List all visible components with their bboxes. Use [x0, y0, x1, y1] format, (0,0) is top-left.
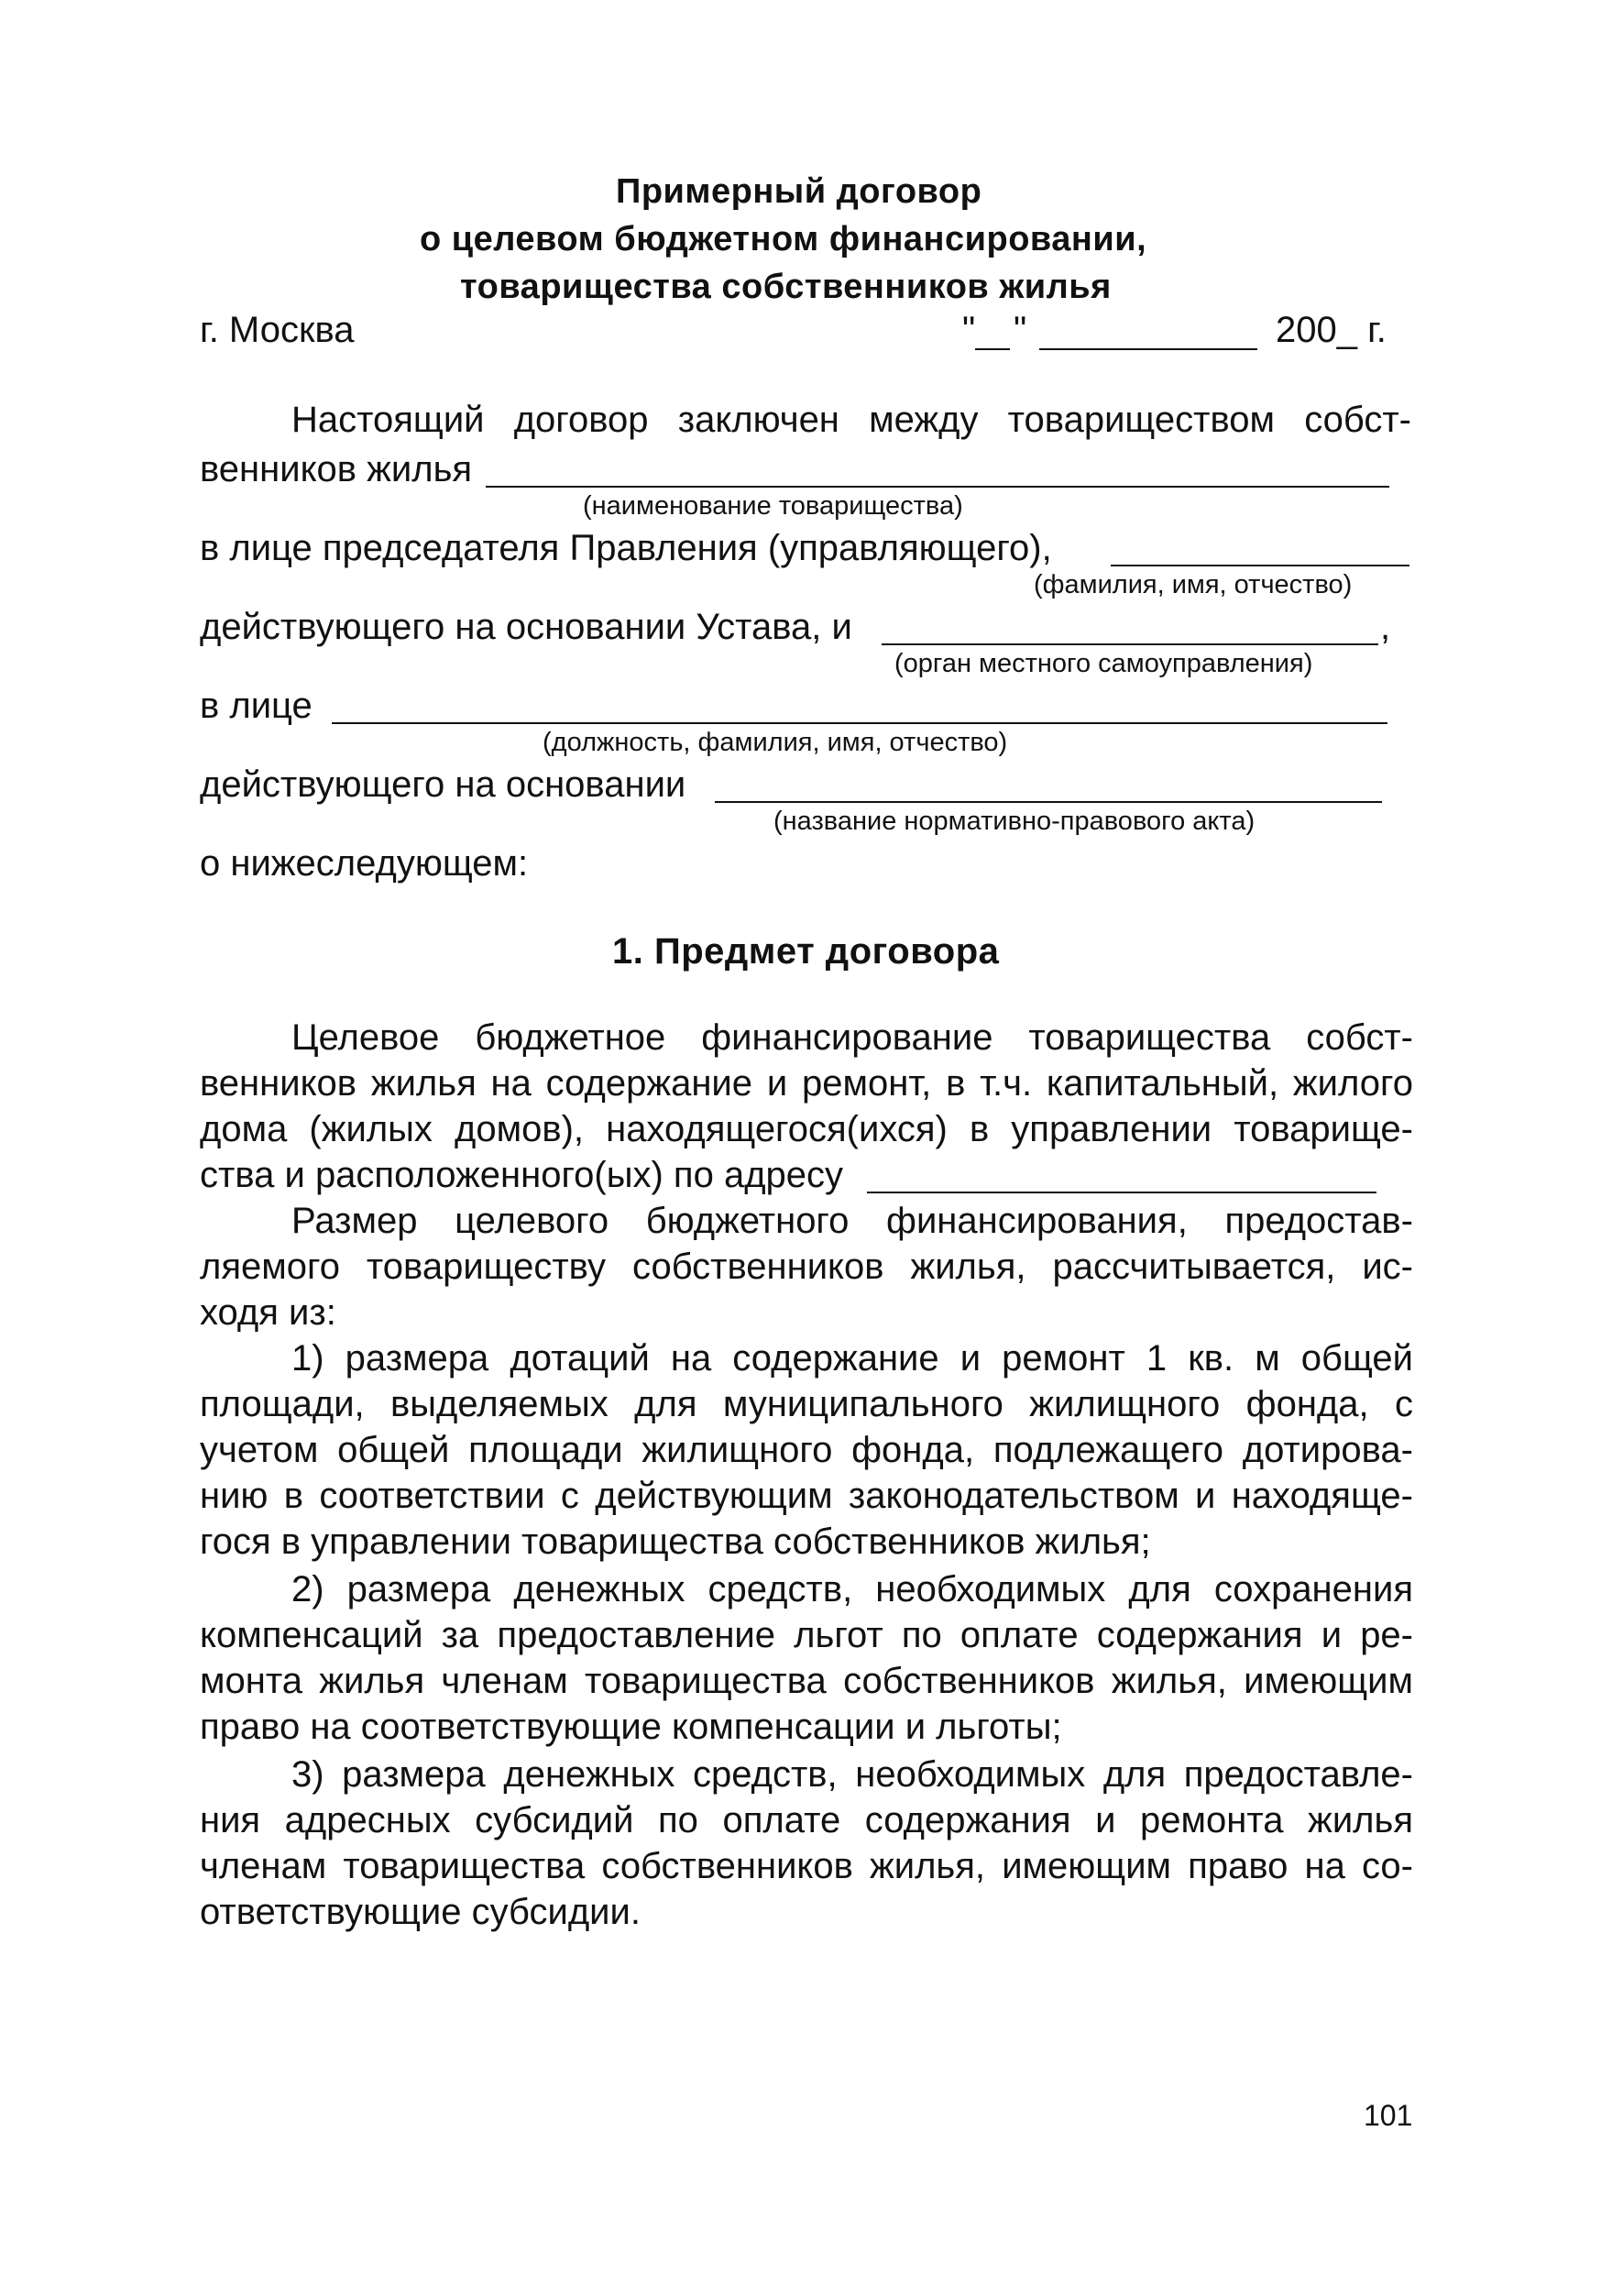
- paragraph-1-line-3: дома (жилых домов), находящегося(ихся) в управлении товарище-: [200, 1109, 1413, 1149]
- date-month-blank: [1039, 348, 1257, 350]
- intro-line-2: венников жилья: [200, 449, 473, 489]
- paragraph-2-line-1: Размер целевого бюджетного финансирования, предостав-: [291, 1201, 1413, 1241]
- partnership-name-blank: [486, 486, 1389, 488]
- city-label: г. Москва: [200, 310, 355, 350]
- address-blank: [867, 1192, 1376, 1193]
- item-2-line-3: монта жилья членам товарищества собственников жилья, имеющим: [200, 1661, 1413, 1701]
- item-3-line-2: ния адресных субсидий по оплате содержания и ремонта жилья: [200, 1800, 1413, 1840]
- document-title-line-3: товарищества собственников жилья: [460, 268, 1112, 306]
- caption-full-name: (фамилия, имя, отчество): [1034, 570, 1353, 599]
- representative-blank: [332, 722, 1387, 724]
- page-number: 101: [1364, 2099, 1413, 2132]
- paragraph-1-line-2: венников жилья на содержание и ремонт, в т.ч. капитальный, жилого: [200, 1063, 1413, 1104]
- caption-partnership-name: (наименование товарищества): [583, 491, 963, 521]
- item-3-line-1: 3) размера денежных средств, необходимых для предоставле-: [291, 1754, 1413, 1795]
- intro-line-3: в лице председателя Правления (управляющего),: [200, 528, 1052, 568]
- intro-line-4: действующего на основании Устава, и: [200, 607, 852, 647]
- item-2-line-1: 2) размера денежных средств, необходимых для сохранения: [291, 1569, 1413, 1609]
- item-2-line-4: право на соответствующие компенсации и льготы;: [200, 1707, 1062, 1747]
- item-3-line-3: членам товарищества собственников жилья, имеющим право на со-: [200, 1846, 1413, 1886]
- paragraph-2-line-3: ходя из:: [200, 1292, 336, 1333]
- local-authority-blank: [882, 643, 1378, 645]
- item-1-line-1: 1) размера дотаций на содержание и ремонт 1 кв. м общей: [291, 1338, 1413, 1379]
- date-day-blank: [975, 348, 1010, 350]
- intro-line-4-comma: ,: [1380, 607, 1391, 647]
- caption-legal-act: (название нормативно-правового акта): [773, 807, 1256, 836]
- item-1-line-5: гося в управлении товарищества собственников жилья;: [200, 1522, 1151, 1562]
- document-title-line-1: Примерный договор: [616, 172, 982, 211]
- date-year: 200_ г.: [1276, 310, 1387, 350]
- document-title-line-2: о целевом бюджетном финансировании,: [420, 220, 1147, 258]
- chairman-name-blank: [1111, 565, 1409, 566]
- item-1-line-3: учетом общей площади жилищного фонда, подлежащего дотирова-: [200, 1430, 1413, 1470]
- date-quote-close: ": [1014, 310, 1027, 350]
- item-1-line-4: нию в соответствии с действующим законодательством и находяще-: [200, 1476, 1413, 1516]
- caption-local-authority: (орган местного самоуправления): [894, 649, 1313, 678]
- intro-line-6: действующего на основании: [200, 764, 686, 805]
- caption-position-name: (должность, фамилия, имя, отчество): [543, 728, 1008, 757]
- section-1-heading: 1. Предмет договора: [612, 931, 1000, 972]
- paragraph-1-line-1: Целевое бюджетное финансирование товарищества собст-: [291, 1017, 1413, 1058]
- item-1-line-2: площади, выделяемых для муниципального жилищного фонда, с: [200, 1384, 1413, 1424]
- intro-line-5: в лице: [200, 686, 313, 726]
- paragraph-1-line-4: ства и расположенного(ых) по адресу: [200, 1155, 844, 1195]
- date-quote-open: ": [962, 310, 976, 350]
- legal-act-blank: [715, 801, 1382, 803]
- intro-line-7: о нижеследующем:: [200, 843, 529, 884]
- intro-line-1: Настоящий договор заключен между товариществом собст-: [291, 400, 1411, 440]
- item-3-line-4: ответствующие субсидии.: [200, 1892, 641, 1932]
- paragraph-2-line-2: ляемого товариществу собственников жилья, рассчитывается, ис-: [200, 1247, 1413, 1287]
- item-2-line-2: компенсаций за предоставление льгот по оплате содержания и ре-: [200, 1615, 1413, 1655]
